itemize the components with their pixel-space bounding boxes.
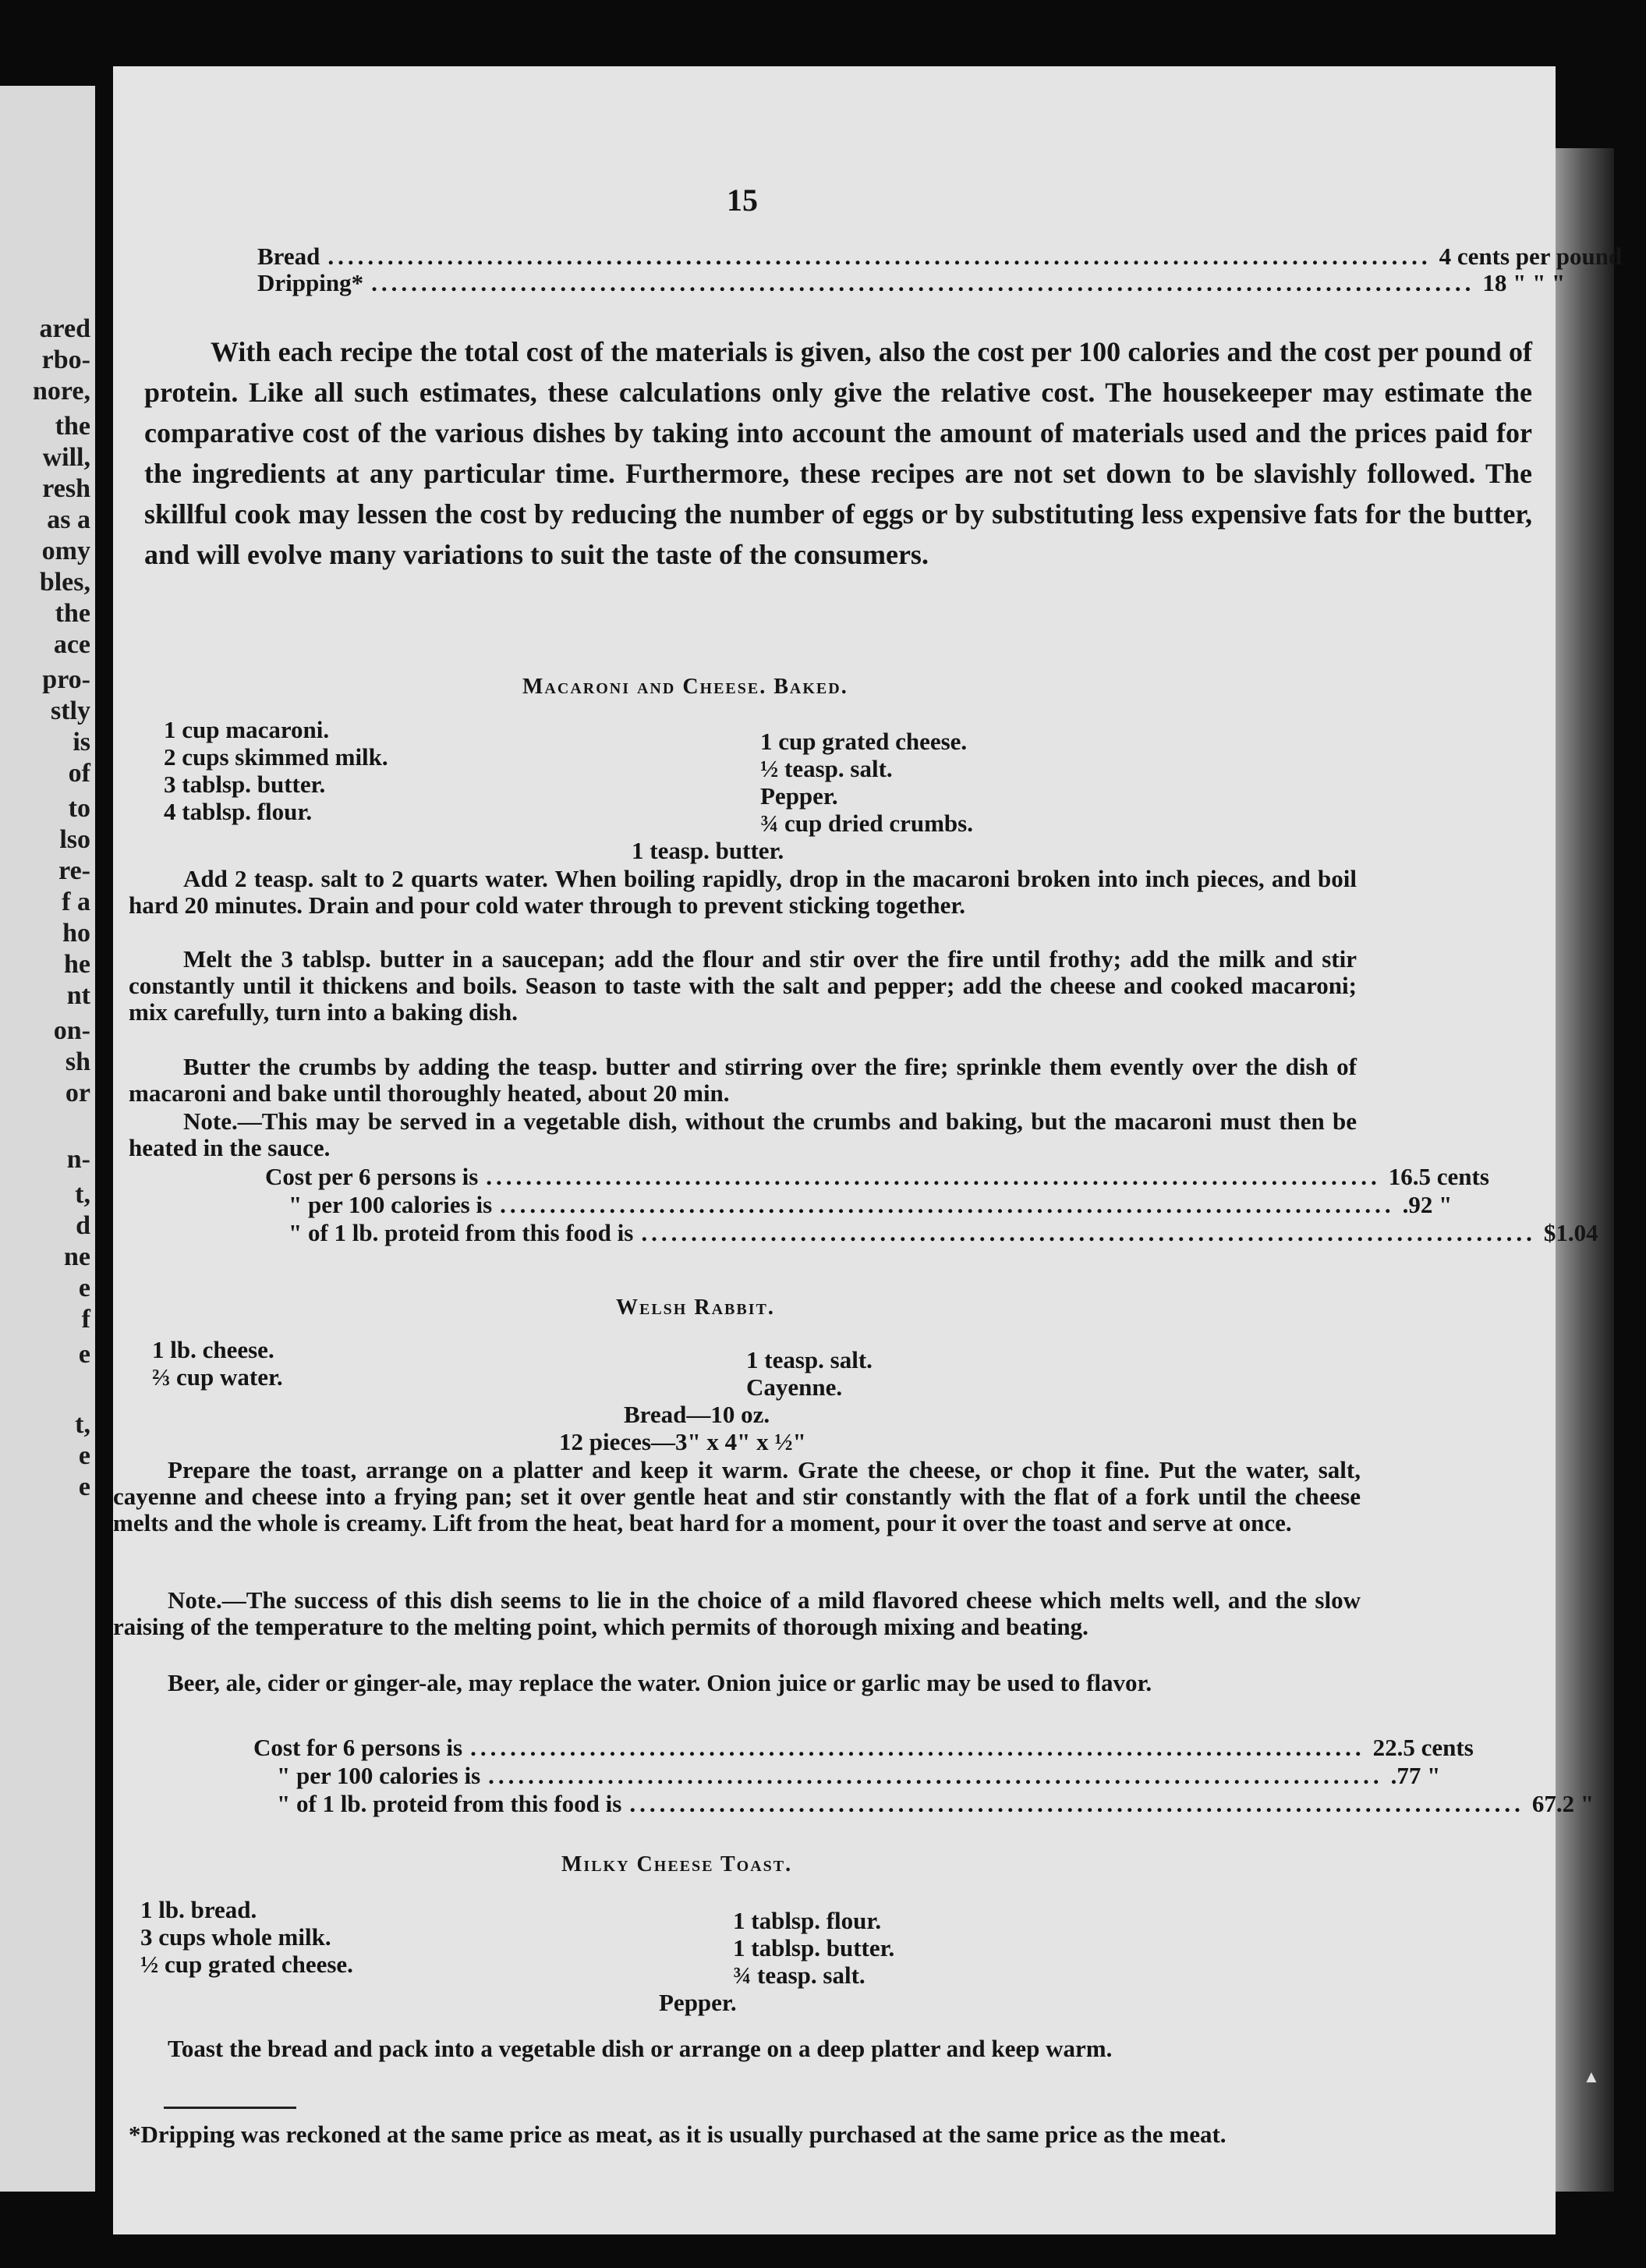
ingredient: ½ cup grated cheese.	[140, 1951, 353, 1978]
ingredient: 3 tablsp. butter.	[164, 771, 326, 798]
ingredient: 1 tablsp. butter.	[733, 1934, 895, 1961]
edge-fragment: e	[78, 1274, 90, 1302]
cost-row	[253, 1734, 1474, 1761]
ingredient: Cayenne.	[746, 1373, 843, 1401]
ingredient: ¾ cup dried crumbs.	[760, 810, 973, 837]
ingredient: 1 teasp. butter.	[632, 837, 784, 864]
price-row-bread	[257, 243, 1623, 270]
edge-fragment: ace	[53, 630, 90, 659]
recipe-paragraph: Note.—The success of this dish seems to lie in the choice of a mild flavored cheese which melts well, and the slow raising of the temperature to the melting point, which permits of thorough mixing and beating.	[113, 1586, 1361, 1640]
edge-fragment: ne	[64, 1242, 90, 1271]
cost-value: .77 "	[1390, 1762, 1441, 1789]
leader-dots: ..........................................................................................	[629, 1790, 1524, 1817]
recipe-paragraph: Add 2 teasp. salt to 2 quarts water. When boiling rapidly, drop in the macaroni broken into inch pieces, and boil hard 20 minutes. Drain and pour cold water through to prevent sticking together.	[129, 865, 1357, 919]
recipe-paragraph: Note.—This may be served in a vegetable dish, without the crumbs and baking, but the macaroni must then be heated in the sauce.	[129, 1107, 1357, 1161]
edge-fragment: as a	[47, 505, 90, 534]
edge-fragment: ho	[62, 919, 90, 948]
recipe-title: Welsh Rabbit.	[616, 1295, 775, 1320]
left-page-edge	[0, 86, 95, 2192]
cost-value: 67.2 "	[1531, 1790, 1595, 1817]
cost-row	[277, 1790, 1595, 1817]
ingredient: Pepper.	[760, 782, 838, 810]
recipe-paragraph: Toast the bread and pack into a vegetable dish or arrange on a deep platter and keep warm.	[168, 2035, 1113, 2062]
recipe-paragraph: Beer, ale, cider or ginger-ale, may replace the water. Onion juice or garlic may be used to flavor.	[168, 1669, 1152, 1696]
edge-fragment: e	[78, 1340, 90, 1369]
ingredient: Pepper.	[659, 1989, 737, 2016]
cost-value: .92 "	[1402, 1191, 1453, 1218]
edge-fragment: lso	[59, 825, 90, 854]
recipe-title: Macaroni and Cheese. Baked.	[522, 675, 848, 699]
edge-fragment: e	[78, 1472, 90, 1501]
ingredient: 1 lb. cheese.	[152, 1336, 274, 1363]
edge-fragment: omy	[41, 537, 90, 565]
cost-row	[265, 1163, 1489, 1190]
price-value: 4 cents per pound	[1439, 243, 1623, 270]
ingredient: 1 tablsp. flour.	[733, 1907, 882, 1934]
intro-paragraph: With each recipe the total cost of the materials is given, also the cost per 100 calories and the cost per pound of protein. Like all such estimates, these calculations only give the relative cost. The housekeeper may estimate the comparative cost of the various dishes by taking into account the amount of materials used and the prices paid for the ingredients at any particular time. Furthermore, these recipes are not set down to be slavishly followed. The skillful cook may lessen the cost by reducing the number of eggs or by substituting less expensive fats for the butter, and will evolve many variations to suit the taste of the consumers.	[144, 336, 1532, 570]
scan-mark-icon: ▲	[1583, 2067, 1600, 2086]
price-item: Dripping*	[257, 269, 364, 296]
edge-fragment: t,	[75, 1180, 90, 1209]
recipe-title: Milky Cheese Toast.	[561, 1852, 793, 1876]
edge-fragment: of	[68, 759, 90, 788]
ingredient: ¾ teasp. salt.	[733, 1961, 865, 1989]
footnote-rule	[164, 2107, 296, 2109]
ingredient: 12 pieces—3" x 4" x ½"	[559, 1428, 806, 1455]
cost-row	[288, 1191, 1453, 1218]
edge-fragment: n-	[66, 1145, 90, 1174]
edge-fragment: the	[55, 412, 90, 441]
cost-row	[277, 1762, 1441, 1789]
cost-value: $1.04	[1543, 1219, 1598, 1246]
ingredient: 1 lb. bread.	[140, 1896, 257, 1923]
edge-fragment: f	[81, 1305, 90, 1334]
book-page	[113, 66, 1623, 2234]
price-item: Bread	[257, 243, 320, 270]
edge-fragment: re-	[58, 856, 90, 885]
recipe-paragraph: Melt the 3 tablsp. butter in a saucepan; add the flour and stir over the fire until frothy; add the milk and stir constantly until it thickens and boils. Season to taste with the salt and pepper; add the cheese and cooked macaroni; mix carefully, turn into a baking dish.	[129, 945, 1357, 1026]
edge-fragment: rbo-	[41, 346, 90, 374]
edge-fragment: ared	[39, 314, 90, 343]
leader-dots: ...............................................................................................................	[327, 243, 1432, 270]
ingredient: ½ teasp. salt.	[760, 755, 893, 782]
edge-fragment: nt	[66, 981, 90, 1010]
cost-label: Cost per 6 persons is	[265, 1163, 479, 1190]
leader-dots: ..........................................................................................	[470, 1734, 1365, 1761]
ingredient: 1 teasp. salt.	[746, 1346, 873, 1373]
edge-fragment: sh	[65, 1047, 90, 1076]
price-row-dripping	[257, 269, 1566, 296]
edge-fragment: he	[64, 950, 90, 979]
ingredient: Bread—10 oz.	[624, 1401, 770, 1428]
edge-fragment: d	[76, 1211, 90, 1240]
leader-dots: ..........................................................................................	[641, 1219, 1536, 1246]
leader-dots: ...............................................................................................................	[371, 269, 1475, 296]
ingredient: 3 cups whole milk.	[140, 1923, 331, 1951]
edge-fragment: stly	[51, 696, 90, 725]
footnote: *Dripping was reckoned at the same price as meat, as it is usually purchased at the same price as the meat.	[129, 2121, 1227, 2148]
ingredient: 1 cup macaroni.	[164, 716, 330, 743]
ingredient: ⅔ cup water.	[152, 1363, 283, 1391]
edge-fragment: will,	[42, 443, 90, 472]
cost-value: 22.5 cents	[1372, 1734, 1474, 1761]
ingredient: 2 cups skimmed milk.	[164, 743, 388, 771]
edge-fragment: f a	[62, 888, 90, 916]
price-value: 18 " " "	[1482, 269, 1566, 296]
cost-label: " per 100 calories is	[277, 1762, 481, 1789]
cost-label: " per 100 calories is	[288, 1191, 493, 1218]
edge-fragment: e	[78, 1441, 90, 1470]
cost-value: 16.5 cents	[1388, 1163, 1489, 1190]
edge-fragment: t,	[75, 1410, 90, 1439]
edge-fragment: or	[65, 1079, 90, 1107]
leader-dots: ..........................................................................................	[486, 1163, 1381, 1190]
edge-fragment: to	[68, 794, 90, 823]
edge-fragment: resh	[42, 474, 90, 503]
edge-fragment: bles,	[39, 568, 90, 597]
edge-fragment: pro-	[42, 665, 90, 694]
recipe-paragraph: Butter the crumbs by adding the teasp. butter and stirring over the fire; sprinkle them evently over the dish of macaroni and bake until thoroughly heated, about 20 min.	[129, 1053, 1357, 1107]
edge-fragment: on-	[53, 1016, 90, 1045]
cost-label: " of 1 lb. proteid from this food is	[288, 1219, 634, 1246]
edge-fragment: is	[73, 728, 90, 757]
ingredient: 4 tablsp. flour.	[164, 798, 313, 825]
leader-dots: ..........................................................................................	[488, 1762, 1383, 1789]
ingredient: 1 cup grated cheese.	[760, 728, 968, 755]
leader-dots: ..........................................................................................	[500, 1191, 1395, 1218]
edge-fragment: nore,	[33, 377, 90, 406]
cost-label: " of 1 lb. proteid from this food is	[277, 1790, 622, 1817]
edge-fragment: the	[55, 599, 90, 628]
recipe-paragraph: Prepare the toast, arrange on a platter and keep it warm. Grate the cheese, or chop it fine. Put the water, salt, cayenne and cheese into a frying pan; set it over gentle heat and stir constantly with the flat of a fork until the cheese melts and the whole is creamy. Lift from the heat, beat hard for a moment, pour it over the toast and serve at once.	[113, 1456, 1361, 1536]
cost-label: Cost for 6 persons is	[253, 1734, 463, 1761]
page-number: 15	[727, 183, 758, 218]
cost-row	[288, 1219, 1598, 1246]
